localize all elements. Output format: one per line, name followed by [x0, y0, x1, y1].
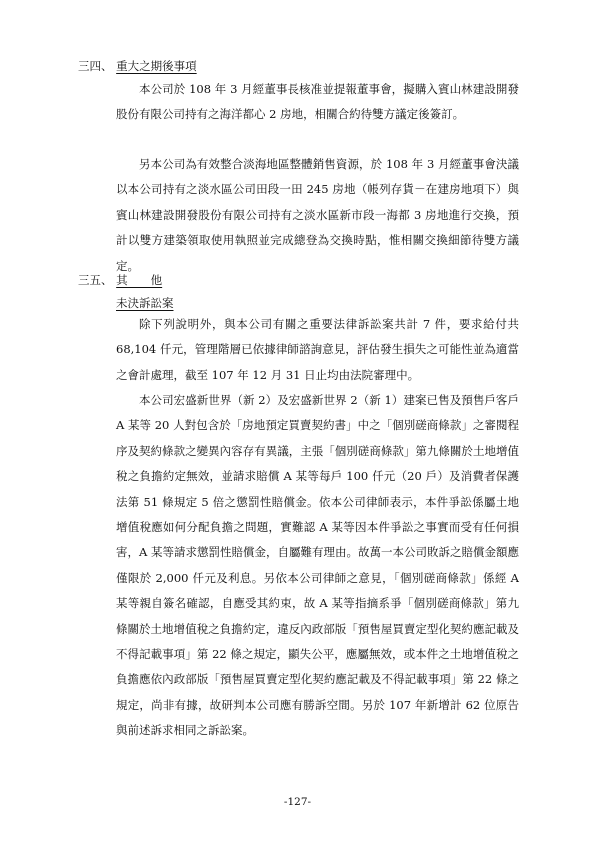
page-number: -127-	[283, 796, 312, 808]
subsection-title: 未決訴訟案	[116, 296, 174, 310]
paragraph-subsequent-event-1: 本公司於 108 年 3 月經董事長核准並提報董事會，擬購入賓山林建設開發股份有限公司持有之海洋都心 2 房地，相關合約待雙方議定後簽訂。	[116, 82, 519, 122]
section-number: 三五、	[78, 273, 113, 287]
paragraph-litigation-1: 除下列說明外，與本公司有關之重要法律訴訟案共計 7 件，要求給付共 68,104 仟元，管理階層已依據律師諮詢意見，評估發生損失之可能性並為適當之會計處理，截至 107 年 12 月 31 日止均由法院審理中。	[116, 317, 519, 382]
section-number: 三四、	[78, 59, 113, 73]
section-heading-34	[78, 58, 197, 74]
section-title: 其 他	[116, 273, 163, 287]
paragraph-subsequent-event-2: 另本公司為有效整合淡海地區整體銷售資源，於 108 年 3 月經董事會決議以本公司持有之淡水區公司田段一田 245 房地（帳列存貨－在建房地項下）與賓山林建設開發股份有限公司持有之淡水區新市段一海都 3 房地進行交換，預計以雙方建築領取使用執照並完成總登為交換時點，惟相關交換細節待雙方議定。	[116, 157, 519, 273]
section-title: 重大之期後事項	[116, 59, 197, 73]
section-heading-35	[78, 272, 162, 288]
paragraph-litigation-2: 本公司宏盛新世界（新 2）及宏盛新世界 2（新 1）建案已售及預售戶客戶 A 某等 20 人對包含於「房地預定買賣契約書」中之「個別磋商條款」之審閱程序及契約條款之變異內容存有異議，主張「個別磋商條款」第九條關於土地增值稅之負擔約定無效，並請求賠償 A 某等每戶 100 仟元（20 戶）及消費者保護法第 51 條規定 5 倍之懲罰性賠償金。依本公司律師表示，本件爭訟係屬土地增值稅應如何分配負擔之問題，實難認 A 某等因本件爭訟之事實而受有任何損害，A 某等請求懲罰性賠償金，自屬難有理由。故萬一本公司敗訴之賠償金額應僅限於 2,000 仟元及利息。另依本公司律師之意見，「個別磋商條款」係經 A 某等親自簽名確認，自應受其約束，故 A 某等指摘系爭「個別磋商條款」第九條關於土地增值稅之負擔約定，違反內政部版「預售屋買賣定型化契約應記載及不得記載事項」第 22 條之規定，顯失公平，應屬無效，或本件之土地增值稅之負擔應依內政部版「預售屋買賣定型化契約應記載及不得記載事項」第 22 條之規定，尚非有據，故研判本公司應有勝訴空間。另於 107 年新增計 62 位原告與前述訴求相同之訴訟案。	[116, 393, 519, 738]
